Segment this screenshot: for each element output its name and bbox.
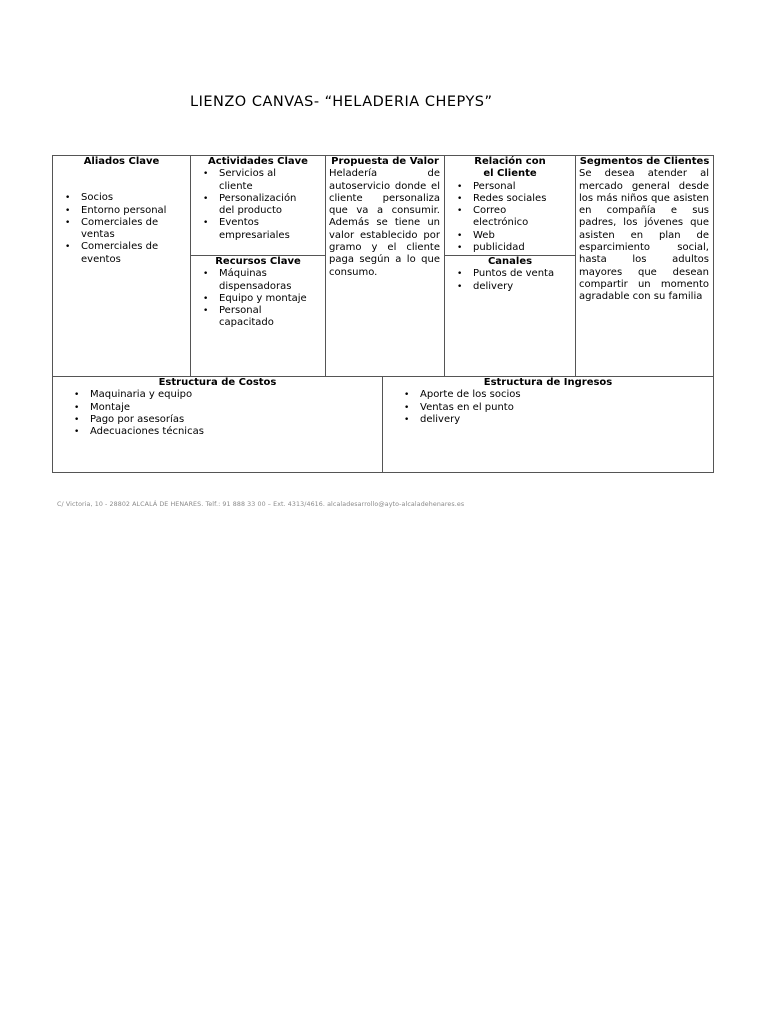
estructura-costos-section <box>53 377 382 472</box>
estructura-costos-heading: Estructura de Costos <box>158 377 277 388</box>
estructura-costos-list <box>53 389 382 438</box>
list-item: • publicidad <box>473 242 557 254</box>
list-item: • Web <box>473 230 557 242</box>
list-item: • Puntos de venta <box>473 268 575 280</box>
canales-list <box>445 268 575 293</box>
aliados-clave-section <box>53 156 190 376</box>
estructura-ingresos-list <box>383 389 713 426</box>
recursos-clave-list <box>191 268 325 329</box>
list-item: • Entorno personal <box>81 205 182 217</box>
list-item: • Montaje <box>90 402 382 414</box>
list-item: • Personal capacitado <box>219 305 323 330</box>
list-item: • Correo electrónico <box>473 205 557 230</box>
propuesta-valor-heading: Propuesta de Valor <box>331 156 439 167</box>
list-item: • delivery <box>473 281 575 293</box>
propuesta-valor-text: Heladería de autoservicio donde el cliente personaliza que va a consumir. Además se tiene un valor establecido por gramo y el cliente paga según a lo que consumo. <box>329 168 440 278</box>
list-item: • Comerciales de eventos <box>81 241 182 266</box>
list-item: • Equipo y montaje <box>219 293 323 305</box>
relacion-cliente-section <box>445 156 575 255</box>
list-item: • Socios <box>81 192 182 204</box>
actividades-clave-section <box>191 156 325 255</box>
list-item: • Pago por asesorías <box>90 414 382 426</box>
list-item: • Servicios al cliente <box>219 168 303 193</box>
relacion-cliente-list <box>445 181 575 255</box>
list-item: • Adecuaciones técnicas <box>90 426 382 438</box>
list-item: • Maquinaria y equipo <box>90 389 382 401</box>
relacion-cliente-heading: Relación con el Cliente <box>474 156 546 180</box>
list-item: • Ventas en el punto <box>420 402 713 414</box>
segmentos-clientes-heading: Segmentos de Clientes <box>579 156 710 167</box>
actividades-clave-list <box>191 168 325 242</box>
estructura-ingresos-section <box>383 377 713 472</box>
canales-section <box>445 256 575 376</box>
list-item: • delivery <box>420 414 713 426</box>
footer-address: C/ Victoria, 10 - 28802 ALCALÁ DE HENARES. Telf.: 91 888 33 00 – Ext. 4313/4616. alcaladesarrollo@ayto-alcaladehenares.es <box>57 501 465 508</box>
page-title: LIENZO CANVAS- “HELADERIA CHEPYS” <box>190 94 493 110</box>
business-model-canvas <box>52 155 714 473</box>
propuesta-valor-section <box>326 156 444 376</box>
recursos-clave-section <box>191 256 325 376</box>
list-item: • Eventos empresariales <box>219 217 303 242</box>
estructura-ingresos-heading: Estructura de Ingresos <box>483 377 613 388</box>
list-item: • Máquinas dispensadoras <box>219 268 323 293</box>
aliados-clave-list <box>53 192 190 266</box>
actividades-clave-heading: Actividades Clave <box>208 156 308 167</box>
segmentos-clientes-section <box>576 156 713 376</box>
canales-heading: Canales <box>487 256 533 267</box>
list-item: • Aporte de los socios <box>420 389 713 401</box>
aliados-clave-heading: Aliados Clave <box>83 156 160 167</box>
list-item: • Redes sociales <box>473 193 557 205</box>
segmentos-clientes-text: Se desea atender al mercado general desde los más niños que asisten en compañía e sus padres, los jóvenes que asisten en plan de esparcimiento social, hasta los adultos mayores que desean compartir un momento agradable con su familia <box>579 168 709 303</box>
list-item: • Personal <box>473 181 557 193</box>
recursos-clave-heading: Recursos Clave <box>215 256 301 267</box>
list-item: • Personalización del producto <box>219 193 303 218</box>
list-item: • Comerciales de ventas <box>81 217 182 242</box>
